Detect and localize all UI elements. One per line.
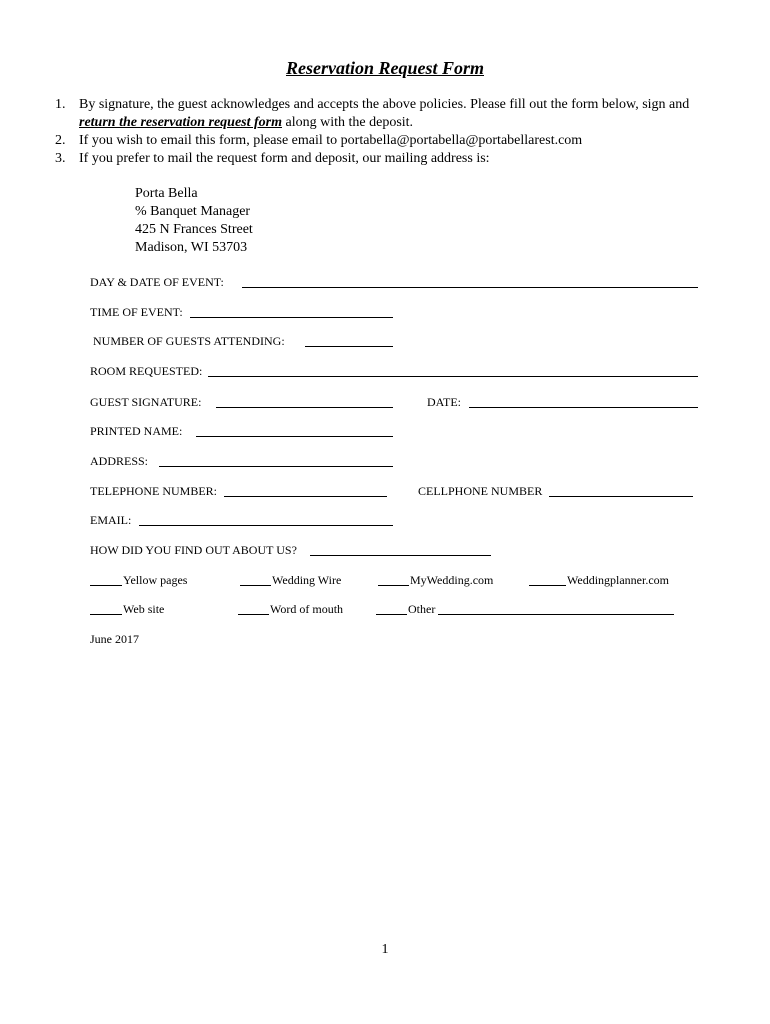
day-date-label: DAY & DATE OF EVENT: — [90, 275, 224, 289]
wedding-wire-label: Wedding Wire — [272, 573, 342, 587]
found-us-label: HOW DID YOU FIND OUT ABOUT US? — [90, 543, 297, 557]
cellphone-label: CELLPHONE NUMBER — [418, 484, 543, 498]
date-label: DATE: — [427, 395, 461, 409]
signature-label: GUEST SIGNATURE: — [90, 395, 202, 409]
other-label: Other — [408, 602, 436, 616]
yellow-pages-label: Yellow pages — [123, 573, 188, 587]
weddingplanner-label: Weddingplanner.com — [567, 573, 670, 587]
instruction-number: 1. — [55, 97, 66, 112]
cellphone-field[interactable] — [549, 496, 693, 497]
mywedding-label: MyWedding.com — [410, 573, 494, 587]
printed-name-field[interactable] — [196, 436, 393, 437]
guests-label: NUMBER OF GUESTS ATTENDING: — [93, 334, 285, 348]
room-label: ROOM REQUESTED: — [90, 364, 203, 378]
other-field[interactable] — [438, 614, 674, 615]
address-line: 425 N Frances Street — [135, 222, 253, 237]
mywedding-blank[interactable] — [378, 585, 409, 586]
other-blank[interactable] — [376, 614, 407, 615]
address-line: Madison, WI 53703 — [135, 240, 248, 255]
instruction-text: If you prefer to mail the request form and deposit, our mailing address is: — [79, 151, 490, 166]
date-field[interactable] — [469, 407, 698, 408]
time-label: TIME OF EVENT: — [90, 305, 183, 319]
wedding-wire-blank[interactable] — [240, 585, 271, 586]
telephone-label: TELEPHONE NUMBER: — [90, 484, 217, 498]
instruction-text: By signature, the guest acknowledges and accepts the above policies. Please fill out the form below, sign and — [79, 97, 690, 112]
weddingplanner-blank[interactable] — [529, 585, 566, 586]
signature-field[interactable] — [216, 407, 393, 408]
word-of-mouth-blank[interactable] — [238, 614, 269, 615]
address-label: ADDRESS: — [90, 454, 149, 468]
yellow-pages-blank[interactable] — [90, 585, 122, 586]
telephone-field[interactable] — [224, 496, 387, 497]
found-us-field[interactable] — [310, 555, 491, 556]
page-number: 1 — [381, 942, 389, 957]
instruction-item — [55, 132, 715, 150]
instructions-list — [55, 96, 715, 168]
email-field[interactable] — [139, 525, 393, 526]
instruction-item — [55, 96, 715, 132]
instruction-text: If you wish to email this form, please email to portabella@portabella@portabellarest.com — [79, 133, 583, 148]
address-line: % Banquet Manager — [135, 204, 251, 219]
printed-name-label: PRINTED NAME: — [90, 424, 183, 438]
day-date-field[interactable] — [242, 287, 698, 288]
address-field[interactable] — [159, 466, 393, 467]
instruction-number: 2. — [55, 133, 66, 148]
web-site-blank[interactable] — [90, 614, 122, 615]
guests-field[interactable] — [305, 346, 393, 347]
footer-date: June 2017 — [90, 632, 139, 646]
instruction-number: 3. — [55, 151, 66, 166]
instruction-text-end: along with the deposit. — [282, 115, 414, 130]
instruction-item — [55, 150, 715, 168]
form-title: Reservation Request Form — [285, 58, 484, 78]
email-label: EMAIL: — [90, 513, 132, 527]
web-site-label: Web site — [123, 602, 165, 616]
word-of-mouth-label: Word of mouth — [270, 602, 344, 616]
mailing-address — [135, 185, 253, 257]
room-field[interactable] — [208, 376, 698, 377]
instruction-emphasis: return the reservation request form — [79, 115, 283, 130]
time-field[interactable] — [190, 317, 393, 318]
address-line: Porta Bella — [135, 186, 198, 201]
